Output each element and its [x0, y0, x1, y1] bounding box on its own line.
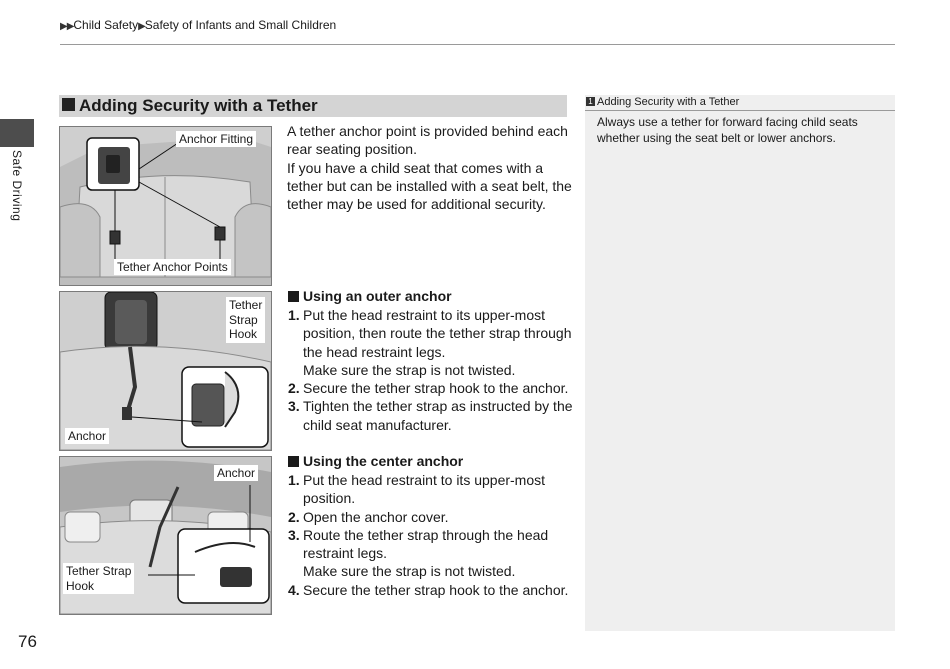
note-header — [585, 95, 895, 111]
callout-center-anchor: Anchor — [214, 465, 258, 481]
subheading-square-icon — [288, 456, 299, 467]
chapter-side-label: Safe Driving — [10, 150, 24, 222]
section-heading-title: Adding Security with a Tether — [79, 96, 318, 115]
list-item — [288, 581, 573, 599]
note-title: Adding Security with a Tether — [597, 96, 740, 108]
breadcrumb-section[interactable]: Child Safety — [73, 18, 139, 32]
step-number: 1. — [288, 472, 300, 488]
callout-anchor-fitting: Anchor Fitting — [176, 131, 256, 147]
header-divider — [60, 44, 895, 45]
step-number: 2. — [288, 380, 300, 397]
callout-anchor: Anchor — [65, 428, 109, 444]
outer-anchor-steps — [288, 306, 573, 434]
callout-hook-line-3: Hook — [229, 327, 258, 341]
figure-tether-anchor-points — [59, 126, 272, 286]
chapter-tab-marker — [0, 119, 34, 147]
callout-hook-line-2: Strap — [229, 312, 258, 327]
step-number: 3. — [288, 526, 300, 543]
breadcrumb-page: Safety of Infants and Small Children — [144, 18, 337, 32]
breadcrumb-arrows-icon: ▶▶ — [60, 21, 74, 32]
intro-paragraph: If you have a child seat that comes with a tether but can be installed with a seat belt, the tether may be used for additional security. — [287, 159, 572, 213]
step-note: Make sure the strap is not twisted. — [303, 563, 516, 580]
callout-tether-strap-hook — [226, 297, 265, 343]
step-text: Open the anchor cover. — [303, 508, 449, 525]
callout-center-tether-strap-hook — [63, 563, 134, 594]
step-text: Secure the tether strap hook to the anchor. — [303, 581, 569, 598]
step-number: 2. — [288, 508, 300, 525]
section-heading — [59, 95, 567, 117]
subheading-title: Using an outer anchor — [303, 288, 452, 304]
step-number: 1. — [288, 307, 300, 323]
step-number: 3. — [288, 398, 300, 415]
subheading-square-icon — [288, 291, 299, 302]
step-text: Route the tether strap through the head restraint legs. — [303, 526, 549, 562]
subheading-center-anchor — [288, 453, 463, 469]
subheading-title: Using the center anchor — [303, 453, 464, 469]
list-item — [288, 508, 573, 526]
figure-center-anchor — [59, 456, 272, 615]
center-anchor-steps — [288, 471, 573, 599]
note-reference-icon: 1 — [586, 97, 595, 106]
step-text: Tighten the tether strap as instructed by the child seat manufacturer. — [303, 398, 573, 433]
list-item — [288, 306, 573, 379]
sidebar-note-panel — [585, 95, 895, 631]
note-body: Always use a tether for forward facing child seats whether using the seat belt or lower anchors. — [597, 115, 858, 145]
callout-hook-line-1: Tether — [229, 298, 263, 312]
intro-paragraph: A tether anchor point is provided behind each rear seating position. — [287, 123, 568, 158]
subheading-outer-anchor — [288, 288, 452, 304]
list-item — [288, 397, 573, 434]
step-number: 4. — [288, 581, 300, 598]
callout-hook-line-2: Hook — [66, 578, 95, 593]
step-text: Secure the tether strap hook to the anchor. — [303, 380, 569, 397]
step-text: Put the head restraint to its upper-most position, then route the tether strap through the head restraint legs. — [303, 307, 572, 360]
step-note: Make sure the strap is not twisted. — [303, 361, 516, 378]
callout-hook-line-1: Tether Strap — [66, 564, 132, 578]
breadcrumb — [60, 18, 336, 32]
list-item — [288, 526, 573, 581]
intro-text — [287, 122, 572, 213]
callout-tether-anchor-points: Tether Anchor Points — [114, 259, 231, 275]
list-item — [288, 379, 573, 397]
heading-square-icon — [62, 98, 75, 111]
list-item — [288, 471, 573, 508]
step-text: Put the head restraint to its upper-most position. — [303, 472, 546, 507]
breadcrumb-separator-icon: ▶ — [138, 21, 145, 32]
page-number: 76 — [18, 632, 37, 651]
figure-outer-anchor — [59, 291, 272, 451]
